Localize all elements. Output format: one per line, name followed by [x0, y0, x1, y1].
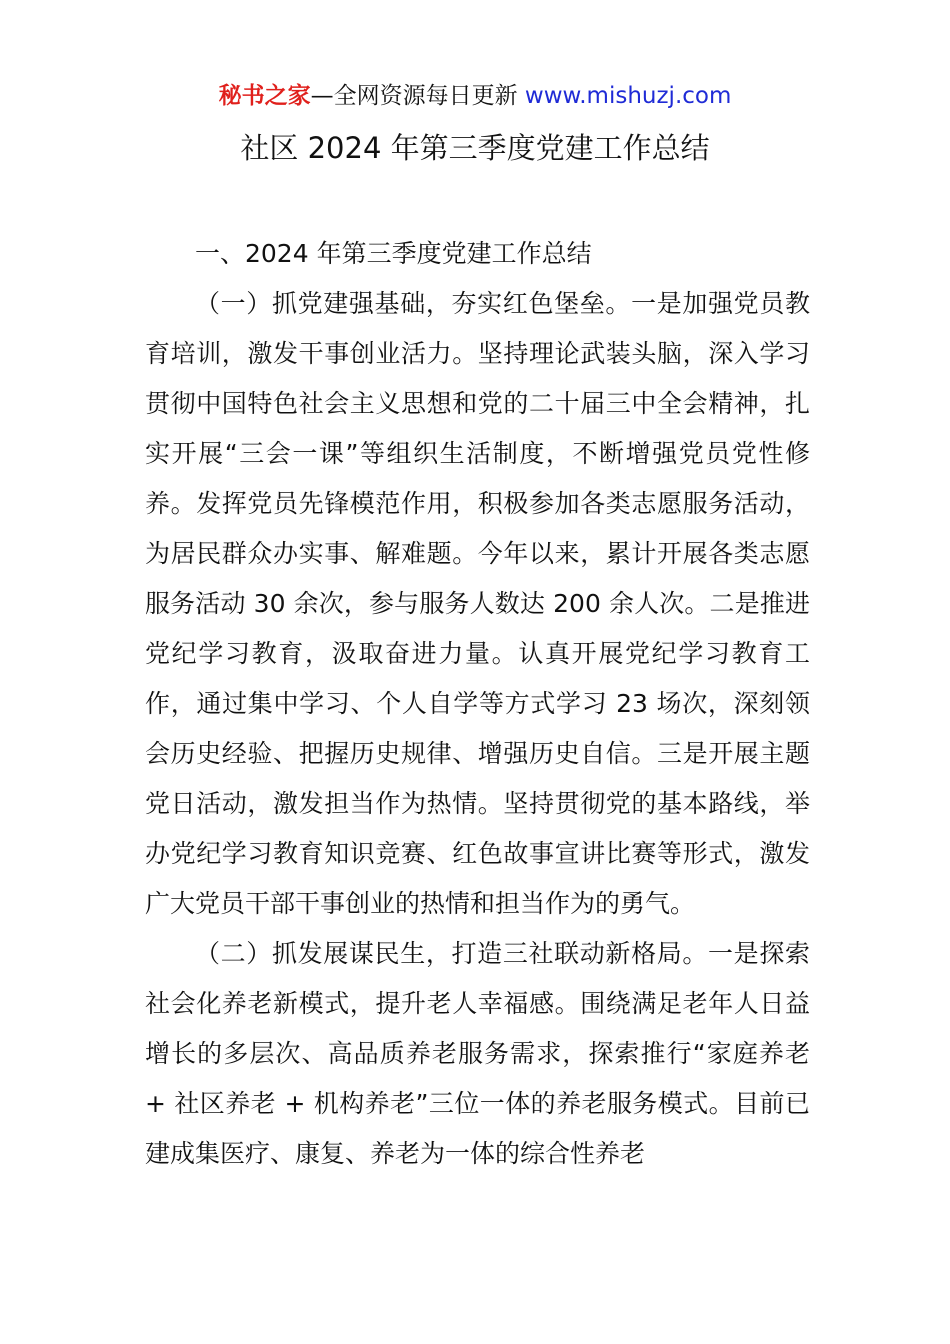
brand-name: 秘书之家	[218, 83, 311, 109]
document-title: 社区 2024 年第三季度党建工作总结	[240, 131, 710, 165]
paragraph-2: （二）抓发展谋民生，打造三社联动新格局。一是探索社会化养老新模式，提升老人幸福感。围绕满足老年人日益增长的多层次、高品质养老服务需求，探索推行“家庭养老 + 社区养老 + 机构养老”三位一体的养老服务模式。目前已建成集医疗、康复、养老为一体的综合性养老	[145, 939, 810, 1168]
document-body	[145, 229, 810, 1179]
site-url-link[interactable]: www.mishuzj.com	[524, 83, 732, 109]
site-banner	[0, 80, 950, 112]
banner-tagline: —全网资源每日更新	[310, 83, 525, 109]
paragraph-1: （一）抓党建强基础，夯实红色堡垒。一是加强党员教育培训，激发干事创业活力。坚持理论武装头脑，深入学习贯彻中国特色社会主义思想和党的二十届三中全会精神，扎实开展“三会一课”等组织生活制度，不断增强党员党性修养。发挥党员先锋模范作用，积极参加各类志愿服务活动，为居民群众办实事、解难题。今年以来，累计开展各类志愿服务活动 30 余次，参与服务人数达 200 余人次。二是推进党纪学习教育，汲取奋进力量。认真开展党纪学习教育工作，通过集中学习、个人自学等方式学习 23 场次，深刻领会历史经验、把握历史规律、增强历史自信。三是开展主题党日活动，激发担当作为热情。坚持贯彻党的基本路线，举办党纪学习教育知识竞赛、红色故事宣讲比赛等形式，激发广大党员干部干事创业的热情和担当作为的勇气。	[145, 289, 810, 918]
section-heading: 一、2024 年第三季度党建工作总结	[195, 239, 592, 268]
